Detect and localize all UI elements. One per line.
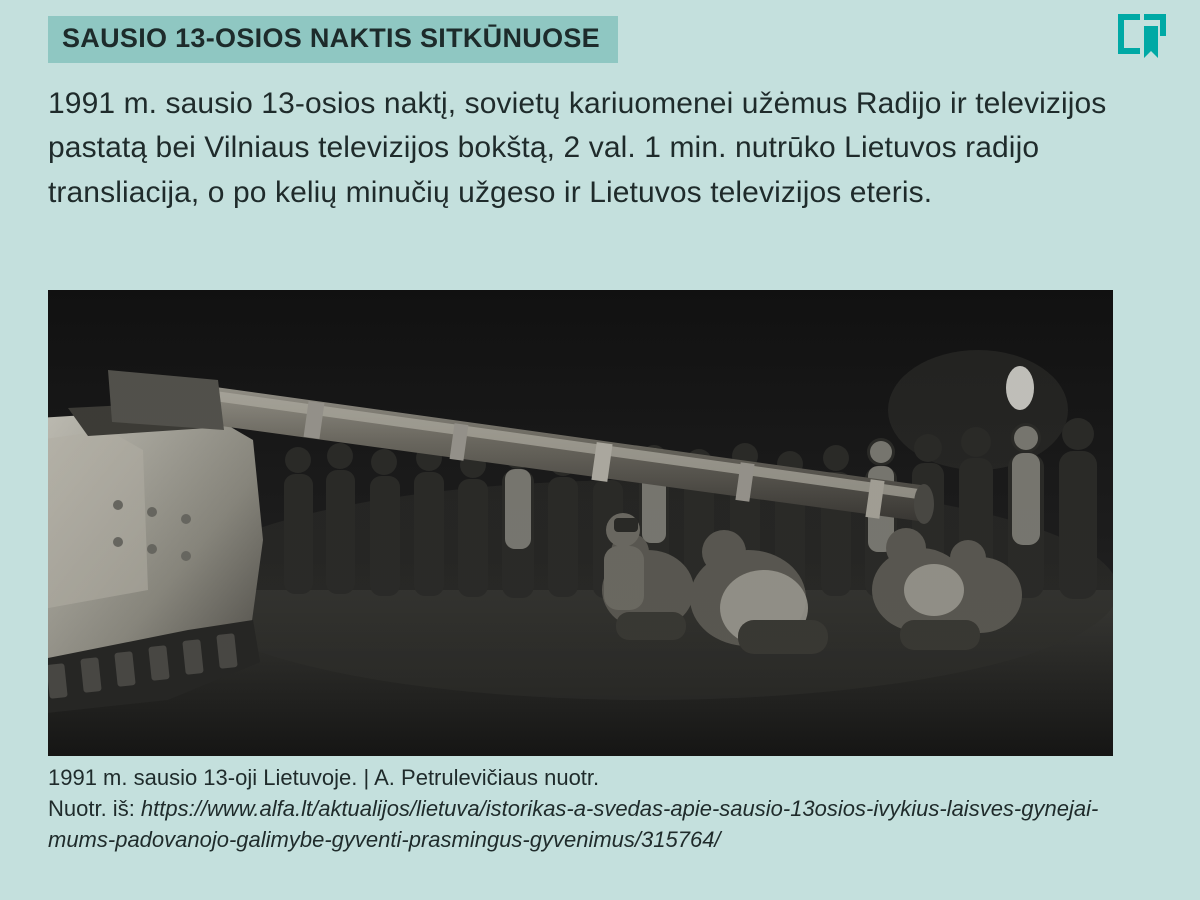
title-bar (48, 16, 618, 63)
open-book-logo-icon (1114, 10, 1172, 62)
photo-caption (48, 762, 1138, 856)
caption-source-label: Nuotr. iš: (48, 796, 141, 822)
body-paragraph: 1991 m. sausio 13-osios naktį, sovietų kariuomenei užėmus Radijo ir televizijos pastatą bei Vilniaus televizijos bokštą, 2 val. 1 min. nutrūko Lietuvos radijo transliacija, o po kelių minučių užgeso ir Lietuvos televizijos eteris. (48, 87, 1107, 209)
caption-line-1: 1991 m. sausio 13-oji Lietuvoje. | A. Petrulevičiaus nuotr. (48, 765, 600, 790)
photo (48, 290, 1113, 756)
caption-source (48, 793, 1138, 855)
photo-illustration (48, 290, 1113, 756)
page-title: SAUSIO 13-OSIOS NAKTIS SITKŪNUOSE (62, 23, 600, 53)
caption-source-url[interactable]: https://www.alfa.lt/aktualijos/lietuva/istorikas-a-svedas-apie-sausio-13osios-ivykius-laisves-gynejai-mums-padovanojo-galimybe-gyventi-prasmingus-gyvenimus/315764/ (48, 796, 1099, 853)
